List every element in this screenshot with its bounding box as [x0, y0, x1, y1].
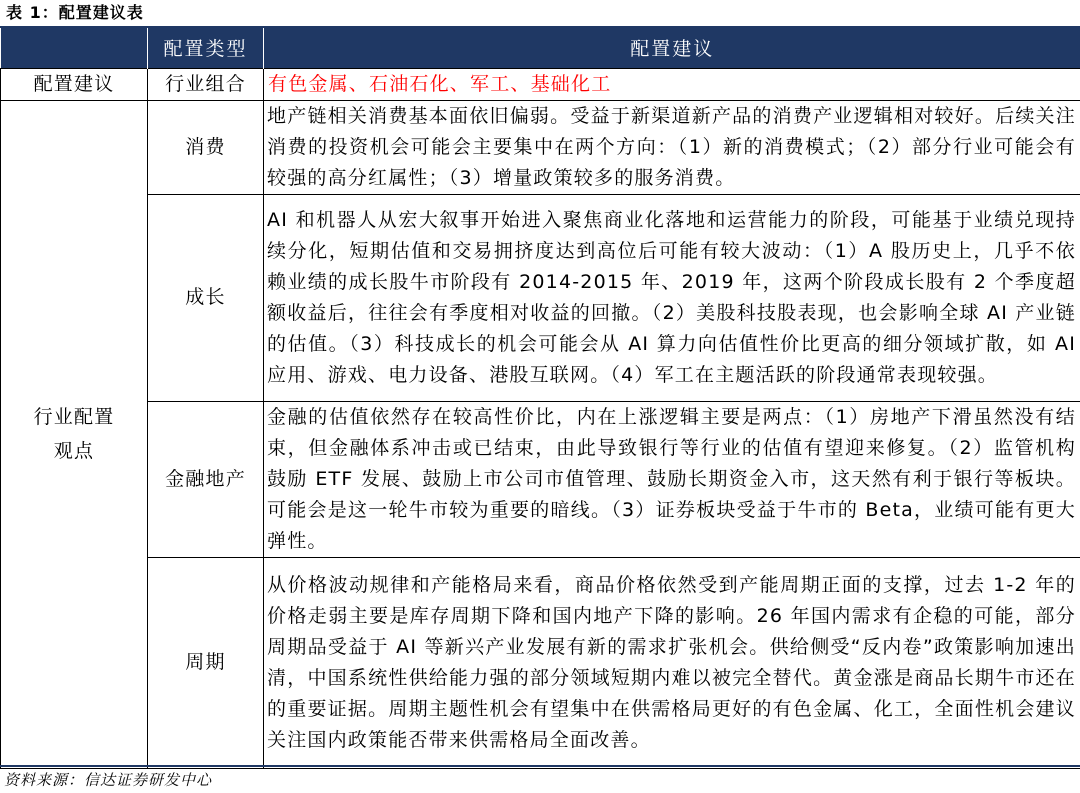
- table-caption: 表 1：配置建议表: [6, 3, 144, 22]
- table-row: [1, 100, 1080, 194]
- industry-view-label: 行业配置观点: [33, 406, 115, 462]
- finance-realestate-advice: 金融的估值依然存在较高性价比，内在上涨逻辑主要是两点：（1）房地产下滑虽然没有结束，但金融体系冲击或已结束，由此导致银行等行业的估值有望迎来修复。（2）监管机构鼓励 ETF 发展、鼓励上市公司市值管理、鼓励长期资金入市，这天然有利于银行等板块。可能会是这一轮牛市较为重要的暗线。（3）证券板块受益于牛市的 Beta，业绩可能有更大弹性。: [264, 401, 1080, 557]
- growth-advice: AI 和机器人从宏大叙事开始进入聚焦商业化落地和运营能力的阶段，可能基于业绩兑现持续分化，短期估值和交易拥挤度达到高位后可能有较大波动：（1）A 股历史上，几乎不依赖业绩的成长股牛市阶段有 2014-2015 年、2019 年，这两个阶段成长股有 2 个季度超额收益后，往往会有季度相对收益的回撤。（2）美股科技股表现，也会影响全球 AI 产业链的估值。（3）科技成长的机会可能会从 AI 算力向估值性价比更高的细分领域扩散，如 AI 应用、游戏、电力设备、港股互联网。（4）军工在主题活跃的阶段通常表现较强。: [264, 194, 1080, 401]
- table-row: [1, 557, 1080, 768]
- table-row: [1, 194, 1080, 401]
- header-config-type: 配置类型: [148, 28, 264, 68]
- table-header-row: [1, 28, 1080, 68]
- bottom-rule: [0, 765, 1080, 767]
- industry-combo-advice: 有色金属、石油石化、军工、基础化工: [264, 68, 1080, 100]
- row-type-label: 周期: [148, 557, 264, 768]
- row-group-label: 配置建议: [1, 68, 148, 100]
- row-type-label: 成长: [148, 194, 264, 401]
- source-note: 资料来源：信达证券研发中心: [4, 771, 213, 789]
- table-row: [1, 68, 1080, 100]
- row-group-label: [1, 100, 148, 768]
- header-cell-blank: [1, 28, 148, 68]
- cyclical-advice: 从价格波动规律和产能格局来看，商品价格依然受到产能周期正面的支撑，过去 1-2 年的价格走弱主要是库存周期下降和国内地产下降的影响。26 年国内需求有企稳的可能，部分周期品受益于 AI 等新兴产业发展有新的需求扩张机会。供给侧受“反内卷”政策影响加速出清，中国系统性供给能力强的部分领域短期内难以被完全替代。黄金涨是商品长期牛市还在的重要证据。周期主题性机会有望集中在供需格局更好的有色金属、化工，全面性机会建议关注国内政策能否带来供需格局全面改善。: [264, 557, 1080, 768]
- row-type-label: 行业组合: [148, 68, 264, 100]
- config-table: [0, 28, 1080, 769]
- row-type-label: 消费: [148, 100, 264, 194]
- table-row: [1, 401, 1080, 557]
- consumption-advice: 地产链相关消费基本面依旧偏弱。受益于新渠道新产品的消费产业逻辑相对较好。后续关注消费的投资机会可能会主要集中在两个方向：（1）新的消费模式；（2）部分行业可能会有较强的高分红属性；（3）增量政策较多的服务消费。: [264, 100, 1080, 194]
- header-config-advice: 配置建议: [264, 28, 1080, 68]
- row-type-label: 金融地产: [148, 401, 264, 557]
